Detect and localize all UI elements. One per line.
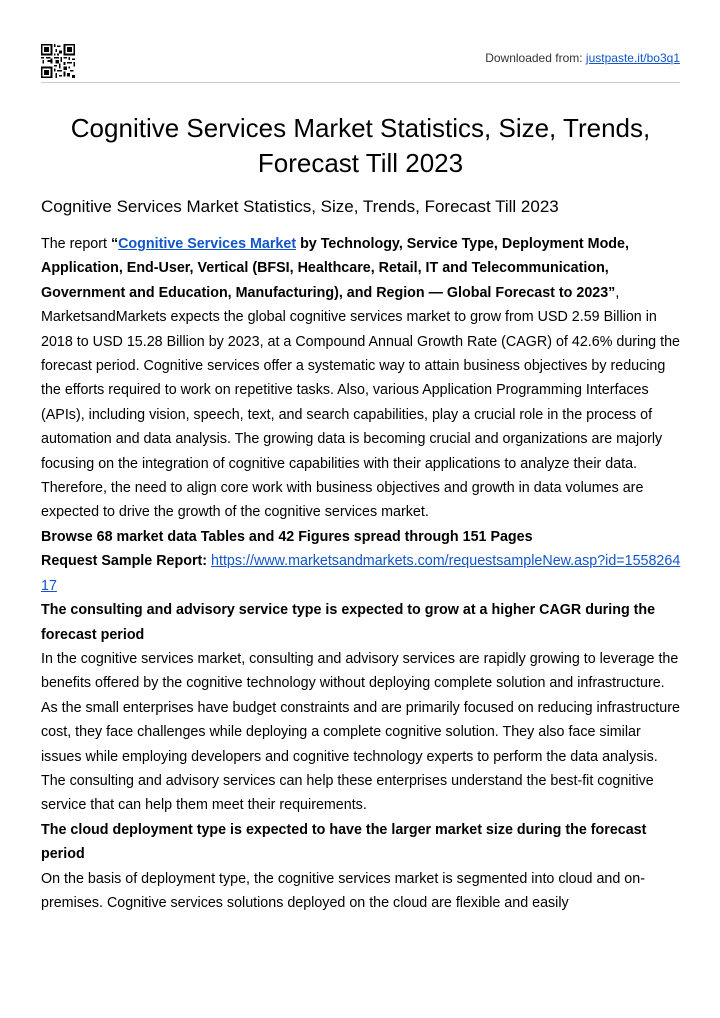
qr-code-icon (41, 44, 75, 78)
section1-body: In the cognitive services market, consulting and advisory services are rapidly growing to leverage the benefits offered by the cognitive technology without deploying complete solution and infrastructure. As the small enterprises have budget constraints and are primarily focused on reducing infrastructure cost, they face challenges while deploying a complete cognitive solution. They also face similar issues while employing developers and cognitive technology experts to perform the data analysis. The consulting and advisory services can help these enterprises understand the best-fit cognitive service that can help them meet their requirements. (41, 650, 680, 814)
sample-request (41, 549, 682, 598)
market-report-link[interactable]: Cognitive Services Market (118, 236, 297, 252)
intro-body: , MarketsandMarkets expects the global cognitive services market to grow from USD 2.59 Billion in 2018 to USD 15.28 Billion by 2023, at a Compound Annual Growth Rate (CAGR) of 42.6% during the forecast period. Cognitive services offer a systematic way to attain business objectives by reducing the efforts required to work on repetitive tasks. Also, various Application Programming Interfaces (APIs), including vision, speech, text, and search capabilities, play a crucial role in the process of automation and data analysis. The growing data is becoming crucial and organizations are majorly focusing on the integration of cognitive capabilities with their applications to analyze their data. Therefore, the need to align core work with business objectives and growth in data volumes are expected to drive the growth of the cognitive services market. (41, 284, 680, 521)
intro-report-title: by Technology, Service Type, Deployment Mode, Application, End-User, Vertical (BFSI, Healthcare, Retail, IT and Telecommunication, Government and Education, Manufacturing), and Region — Global Forecast to 2023” (41, 236, 629, 301)
page-subtitle: Cognitive Services Market Statistics, Size, Trends, Forecast Till 2023 (41, 197, 559, 216)
section2-heading: The cloud deployment type is expected to have the larger market size during the forecast period (41, 821, 647, 863)
section2-body: On the basis of deployment type, the cognitive services market is segmented into cloud and on-premises. Cognitive services solutions deployed on the cloud are flexible and easily (41, 870, 645, 911)
intro-quote-open: “ (110, 236, 119, 252)
header-divider (41, 82, 680, 83)
page-title: Cognitive Services Market Statistics, Size, Trends, Forecast Till 2023 (70, 113, 651, 178)
article-body (41, 232, 682, 915)
intro-paragraph (41, 232, 682, 525)
sample-label: Request Sample Report: (41, 553, 208, 570)
browse-line: Browse 68 market data Tables and 42 Figures spread through 151 Pages (41, 528, 533, 545)
source-link[interactable]: justpaste.it/bo3q1 (585, 51, 680, 65)
downloaded-label: Downloaded from: (485, 51, 583, 65)
section1-heading: The consulting and advisory service type is expected to grow at a higher CAGR during the forecast period (41, 602, 656, 643)
download-source (485, 51, 680, 65)
sample-link[interactable]: https://www.marketsandmarkets.com/requestsampleNew.asp?id=155826417 (41, 553, 681, 594)
intro-prefix: The report (41, 236, 111, 252)
